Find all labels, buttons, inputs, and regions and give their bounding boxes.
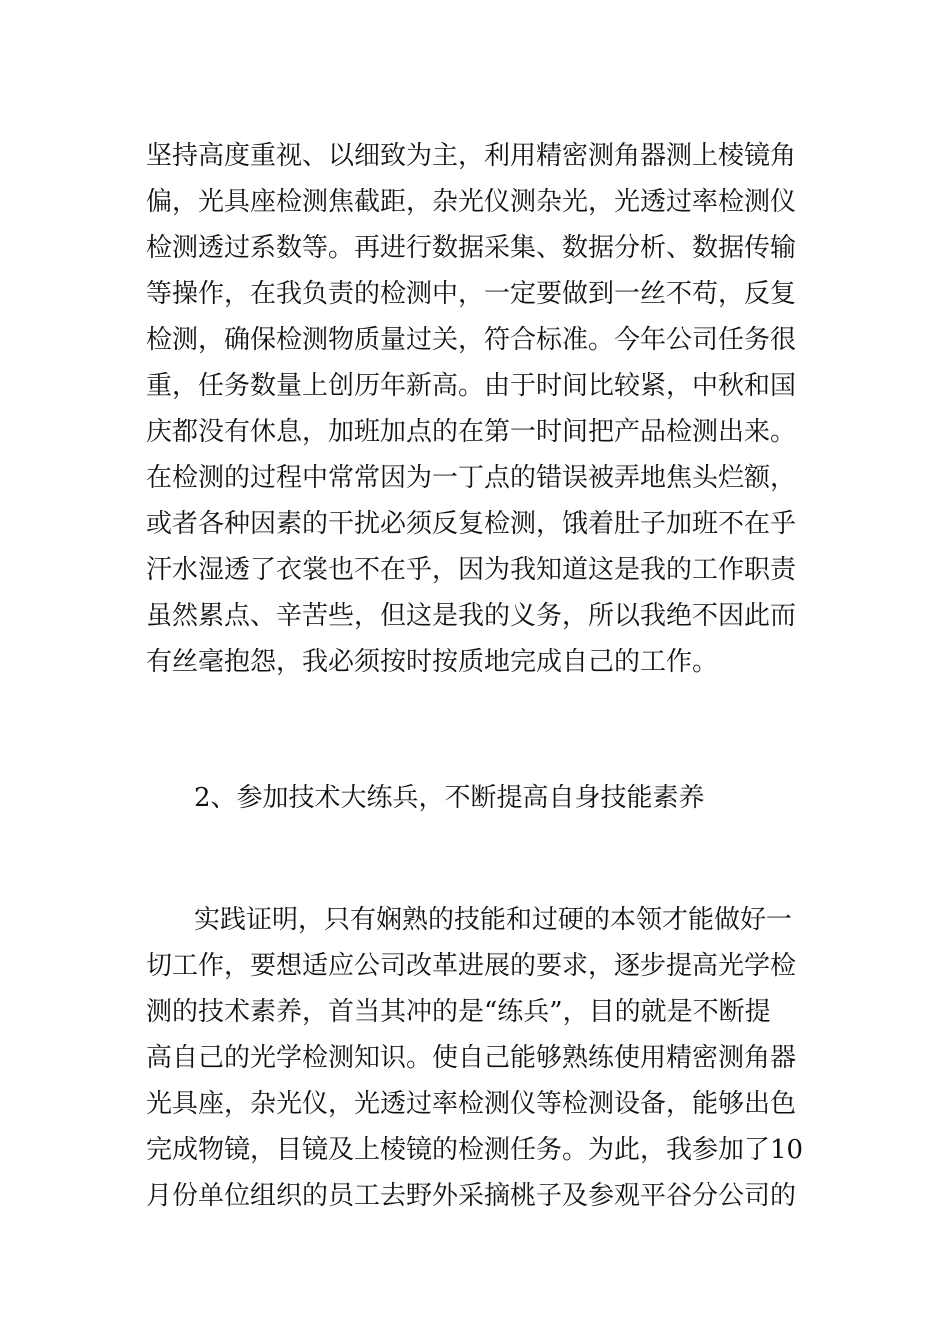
paragraph-line: 检测透过系数等。再进行数据采集、数据分析、数据传输 (146, 233, 797, 263)
paragraph-line: 偏，光具座检测焦截距，杂光仪测杂光，光透过率检测仪 (146, 187, 797, 217)
paragraph-line: 汗水湿透了衣裳也不在乎，因为我知道这是我的工作职责 (146, 555, 797, 585)
paragraph-line: 高自己的光学检测知识。使自己能够熟练使用精密测角器 (146, 1043, 797, 1073)
paragraph-line: 月份单位组织的员工去野外采摘桃子及参观平谷分公司的 (146, 1181, 797, 1211)
paragraph-line: 光具座，杂光仪，光透过率检测仪等检测设备，能够出色 (146, 1089, 797, 1119)
paragraph-line: 有丝毫抱怨，我必须按时按质地完成自己的工作。 (146, 647, 719, 677)
section-heading: 2、参加技术大练兵，不断提高自身技能素养 (194, 783, 705, 813)
paragraph-line: 在检测的过程中常常因为一丁点的错误被弄地焦头烂额， (146, 463, 797, 493)
paragraph-line: 重，任务数量上创历年新高。由于时间比较紧，中秋和国 (146, 371, 797, 401)
paragraph-line: 实践证明，只有娴熟的技能和过硬的本领才能做好一 (194, 905, 793, 935)
paragraph-line: 切工作，要想适应公司改革进展的要求，逐步提高光学检 (146, 951, 797, 981)
paragraph-line: 完成物镜，目镜及上棱镜的检测任务。为此，我参加了10 (146, 1135, 804, 1165)
paragraph-line: 坚持高度重视、以细致为主，利用精密测角器测上棱镜角 (146, 141, 797, 171)
paragraph-line: 等操作，在我负责的检测中，一定要做到一丝不苟，反复 (146, 279, 797, 309)
paragraph-line: 虽然累点、辛苦些，但这是我的义务，所以我绝不因此而 (146, 601, 797, 631)
paragraph-line: 庆都没有休息，加班加点的在第一时间把产品检测出来。 (146, 417, 797, 447)
paragraph-line: 或者各种因素的干扰必须反复检测，饿着肚子加班不在乎 (146, 509, 797, 539)
paragraph-line: 检测，确保检测物质量过关，符合标准。今年公司任务很 (146, 325, 797, 355)
paragraph-line: 测的技术素养，首当其冲的是“练兵”，目的就是不断提 (146, 997, 771, 1027)
